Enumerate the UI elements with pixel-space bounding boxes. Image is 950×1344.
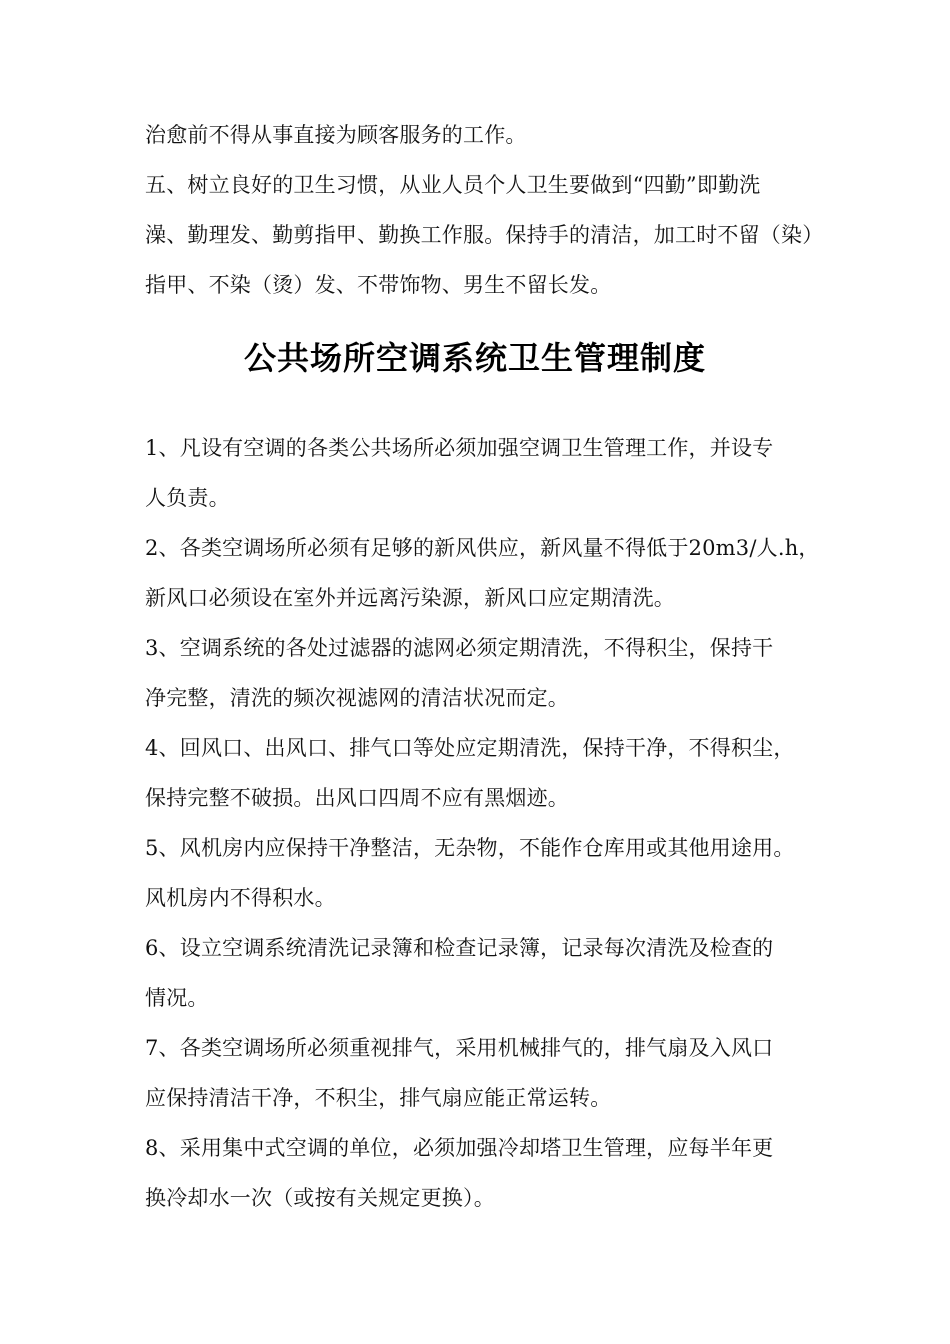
section-title: 公共场所空调系统卫生管理制度 [243,339,706,377]
text-line: 应保持清洁干净，不积尘，排气扇应能正常运转。 [145,1086,612,1110]
text-line: 5、风机房内应保持干净整洁，无杂物，不能作仓库用或其他用途用。 [145,836,795,860]
text-line: 7、各类空调场所必须重视排气，采用机械排气的，排气扇及入风口 [145,1036,774,1060]
text-line: 指甲、不染（烫）发、不带饰物、男生不留长发。 [145,273,612,297]
text-line: 3、空调系统的各处过滤器的滤网必须定期清洗，不得积尘，保持干 [145,636,774,660]
text-line: 五、树立良好的卫生习惯，从业人员个人卫生要做到“四勤”即勤洗 [145,173,761,197]
text-line: 治愈前不得从事直接为顾客服务的工作。 [145,123,527,147]
text-line: 8、采用集中式空调的单位，必须加强冷却塔卫生管理，应每半年更 [145,1136,774,1160]
text-line: 4、回风口、出风口、排气口等处应定期清洗，保持干净，不得积尘， [145,736,795,760]
text-line: 保持完整不破损。出风口四周不应有黑烟迹。 [145,786,569,810]
text-line: 换冷却水一次（或按有关规定更换）。 [145,1186,495,1210]
text-line: 净完整，清洗的频次视滤网的清洁状况而定。 [145,686,569,710]
text-line: 6、设立空调系统清洗记录簿和检查记录簿，记录每次清洗及检查的 [145,936,774,960]
text-line: 情况。 [145,986,209,1010]
text-line: 新风口必须设在室外并远离污染源，新风口应定期清洗。 [145,586,675,610]
text-line: 人负责。 [145,486,230,510]
text-line: 澡、勤理发、勤剪指甲、勤换工作服。保持手的清洁，加工时不留（染） [145,223,824,247]
text-line: 风机房内不得积水。 [145,886,336,910]
text-line: 1、凡设有空调的各类公共场所必须加强空调卫生管理工作，并设专 [145,436,774,460]
text-line: 2、各类空调场所必须有足够的新风供应，新风量不得低于20m3/人.h， [145,536,820,560]
